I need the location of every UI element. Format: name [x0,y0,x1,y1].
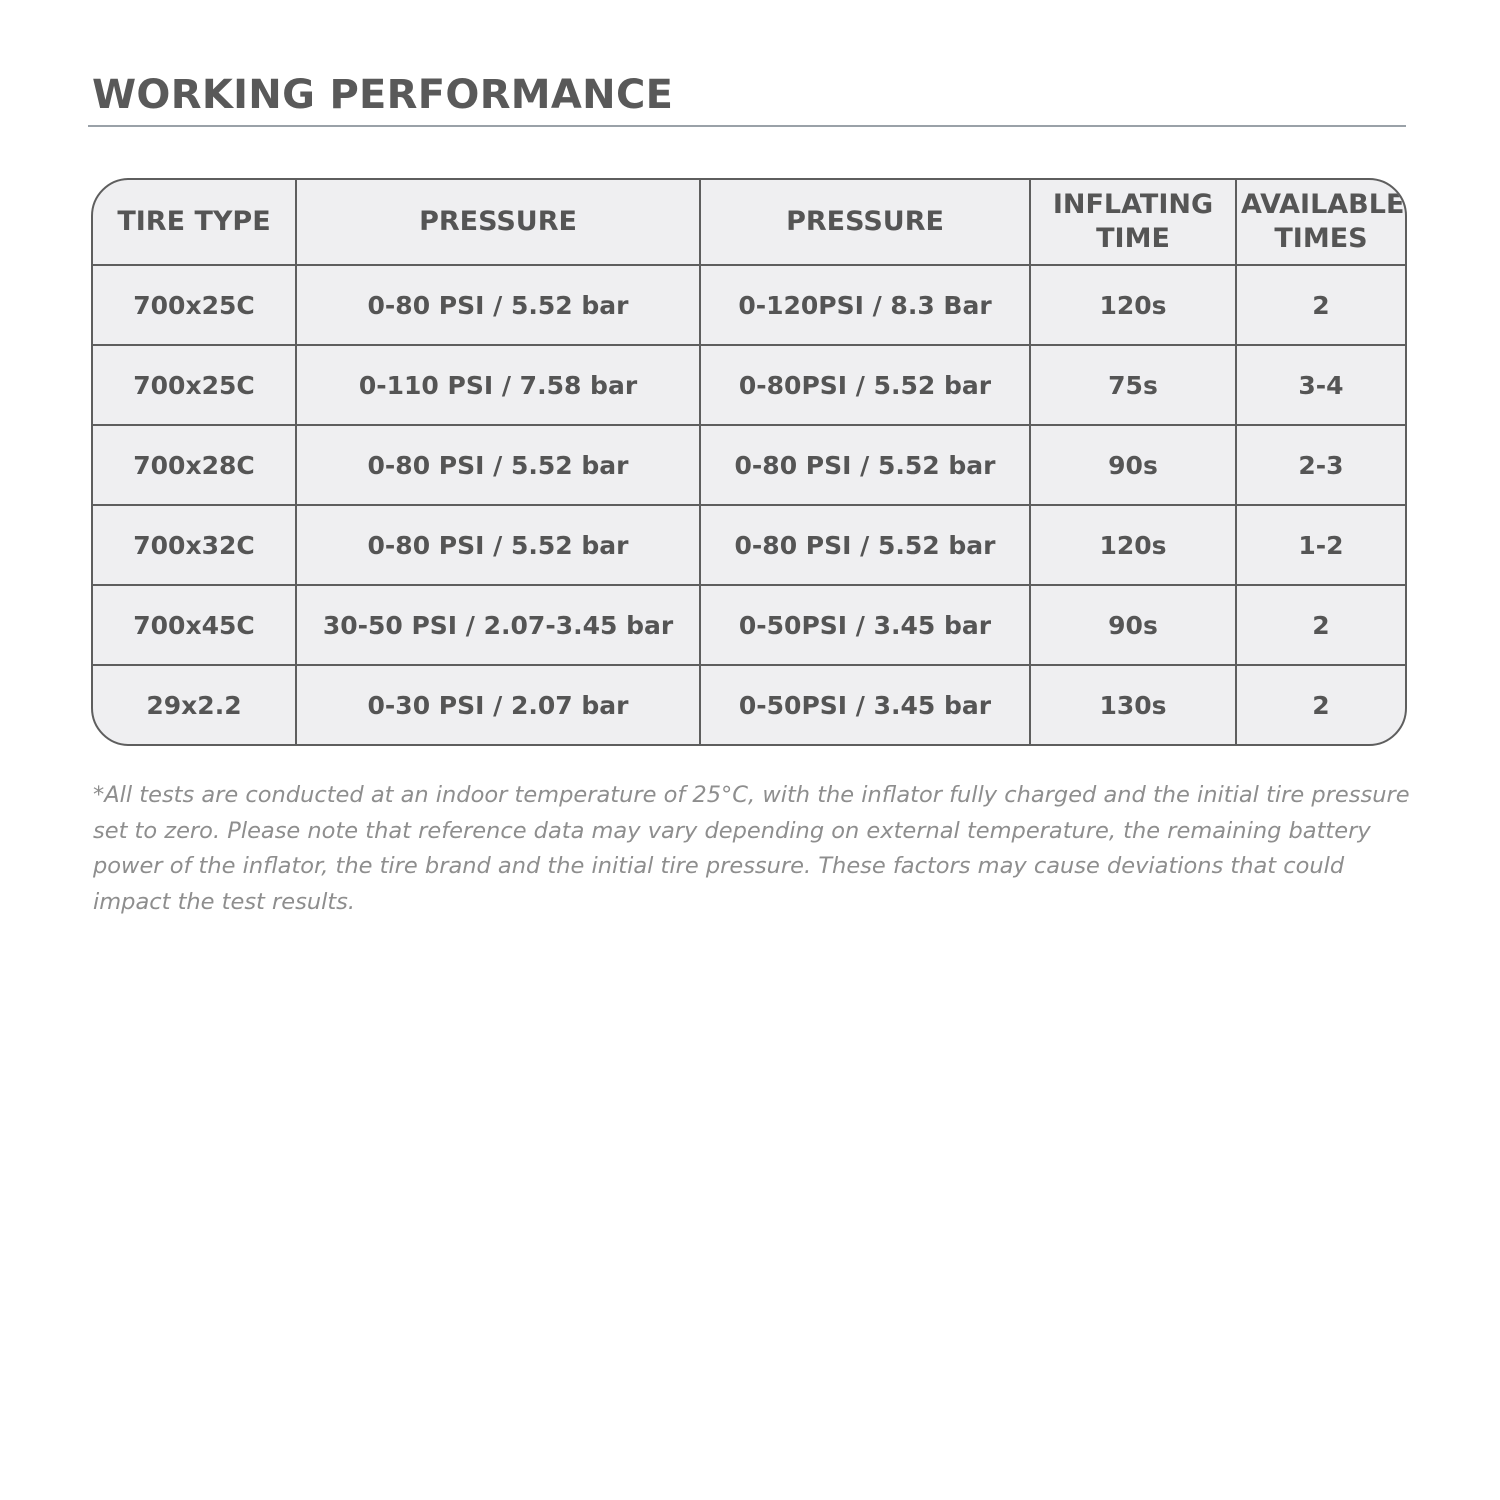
performance-table-container [91,178,1407,746]
table-row [93,505,1405,585]
cell-pressure-2: 0-120PSI / 8.3 Bar [700,265,1030,345]
title-divider [88,125,1406,127]
cell-tire-type: 700x25C [93,345,296,425]
cell-pressure-2: 0-50PSI / 3.45 bar [700,665,1030,744]
cell-inflating-time: 120s [1030,505,1236,585]
table-row [93,265,1405,345]
table-row [93,585,1405,665]
cell-tire-type: 29x2.2 [93,665,296,744]
header-inflating-time: INFLATING TIME [1030,180,1236,265]
table-row [93,425,1405,505]
cell-available-times: 2 [1236,265,1405,345]
table-header-row [93,180,1405,265]
cell-available-times: 2-3 [1236,425,1405,505]
cell-available-times: 1-2 [1236,505,1405,585]
cell-tire-type: 700x45C [93,585,296,665]
header-available-times: AVAILABLE TIMES [1236,180,1405,265]
cell-pressure-1: 0-30 PSI / 2.07 bar [296,665,700,744]
footnote: *All tests are conducted at an indoor temperature of 25°C, with the inflator fully charged and the initial tire pressure set to zero. Please note that reference data may vary depending on external temperature, the remaining battery power of the inflator, the tire brand and the initial tire pressure. These factors may cause deviations that could impact the test results. [93,782,1410,915]
cell-pressure-1: 0-80 PSI / 5.52 bar [296,505,700,585]
header-tire-type: TIRE TYPE [93,180,296,265]
cell-inflating-time: 90s [1030,585,1236,665]
table-row [93,345,1405,425]
cell-pressure-2: 0-80 PSI / 5.52 bar [700,505,1030,585]
performance-table [93,180,1405,744]
cell-inflating-time: 120s [1030,265,1236,345]
cell-inflating-time: 75s [1030,345,1236,425]
cell-tire-type: 700x28C [93,425,296,505]
cell-pressure-2: 0-50PSI / 3.45 bar [700,585,1030,665]
cell-pressure-1: 0-110 PSI / 7.58 bar [296,345,700,425]
cell-available-times: 2 [1236,585,1405,665]
cell-available-times: 2 [1236,665,1405,744]
cell-available-times: 3-4 [1236,345,1405,425]
cell-pressure-1: 30-50 PSI / 2.07-3.45 bar [296,585,700,665]
cell-inflating-time: 90s [1030,425,1236,505]
cell-pressure-2: 0-80PSI / 5.52 bar [700,345,1030,425]
cell-pressure-1: 0-80 PSI / 5.52 bar [296,425,700,505]
page-title: WORKING PERFORMANCE [92,72,674,118]
cell-pressure-2: 0-80 PSI / 5.52 bar [700,425,1030,505]
cell-pressure-1: 0-80 PSI / 5.52 bar [296,265,700,345]
header-pressure-1: PRESSURE [296,180,700,265]
cell-inflating-time: 130s [1030,665,1236,744]
cell-tire-type: 700x32C [93,505,296,585]
table-row [93,665,1405,744]
cell-tire-type: 700x25C [93,265,296,345]
header-pressure-2: PRESSURE [700,180,1030,265]
